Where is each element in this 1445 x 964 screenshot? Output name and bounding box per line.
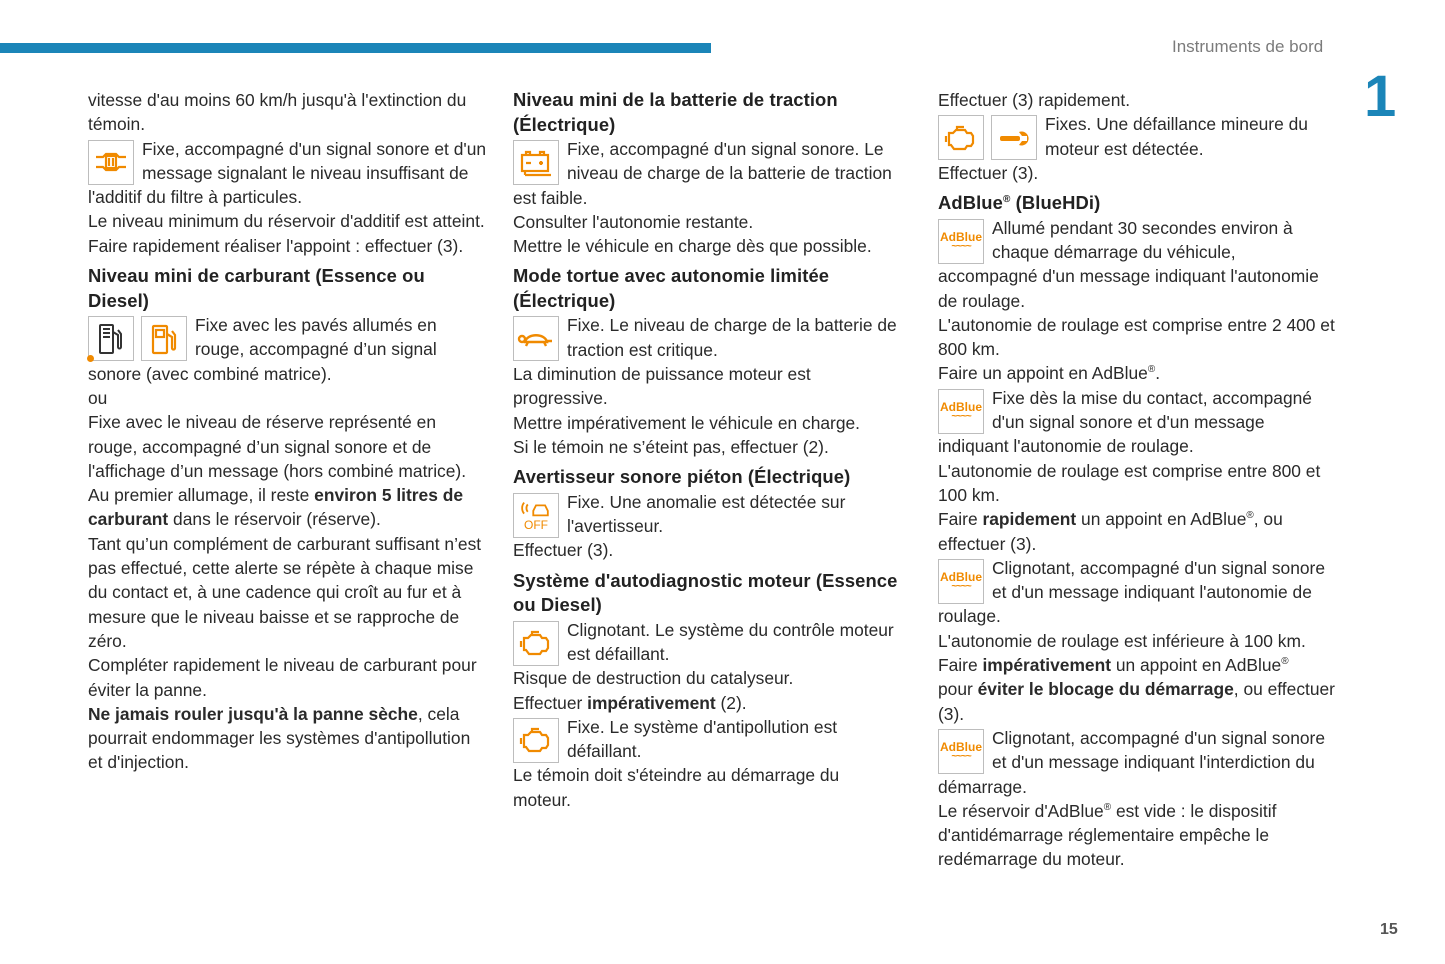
particle-filter-warning [88, 137, 488, 210]
paragraph: Le témoin doit s'éteindre au démarrage du moteur. [513, 765, 840, 810]
paragraph: Fixe. Le système d'antipollution est défaillant. [567, 716, 838, 762]
paragraph: Fixe dès la mise du contact, accompagné d'un signal sonore et d'un message indiquant l'autonomie de roulage. [938, 387, 1312, 457]
paragraph: Fixes. Une défaillance mineure du moteur est détectée. [1045, 114, 1308, 159]
column-3 [938, 88, 1338, 872]
paragraph: Clignotant, accompagné d'un signal sonore et d'un message indiquant l'autonomie de roulage. [938, 557, 1325, 627]
adblue-icon: AdBlue ~~~~ [938, 729, 984, 774]
paragraph: Faire impérativement un appoint en AdBlue® pour éviter le blocage du démarrage, ou effectuer (3). [938, 655, 1335, 724]
paragraph: Consulter l'autonomie restante. [513, 211, 754, 232]
wrench-icon [991, 115, 1037, 160]
pedestrian-horn-warning [513, 490, 898, 539]
paragraph: Effectuer (3) rapidement. [938, 90, 1131, 110]
paragraph: Faire rapidement réaliser l'appoint : effectuer (3). [88, 235, 464, 256]
obd-warning-steady [513, 715, 898, 764]
paragraph: Fixe, accompagné d'un signal sonore. Le niveau de charge de la batterie de traction est faible. [513, 139, 892, 208]
engine-check-icon [938, 115, 984, 160]
paragraph: Mettre le véhicule en charge dès que possible. [513, 236, 872, 257]
dot-indicator [87, 355, 94, 362]
engine-check-icon [513, 621, 559, 666]
paragraph: Compléter rapidement le niveau de carburant pour éviter la panne. [88, 655, 477, 700]
adblue-icon: AdBlue ~~~~ [938, 559, 984, 604]
paragraph: Le niveau minimum du réservoir d'additif est atteint. [88, 211, 485, 232]
obd-heading: Système d'autodiagnostic moteur (Essence ou Diesel) [513, 569, 898, 616]
paragraph: L'autonomie de roulage est comprise entre 2 400 et 800 km. [938, 314, 1335, 360]
adblue-warning-2 [938, 386, 1338, 459]
paragraph: Effectuer (3). [938, 162, 1039, 183]
chapter-number: 1 [1364, 64, 1397, 129]
adblue-heading: AdBlue® (BlueHDi) [938, 192, 1101, 214]
fuel-matrix-icon [88, 316, 134, 361]
fuel-warning [88, 313, 488, 386]
paragraph: Clignotant. Le système du contrôle moteur est défaillant. [567, 619, 894, 664]
paragraph: Mettre impérativement le véhicule en charge. [513, 412, 861, 433]
adblue-warning-4 [938, 726, 1338, 799]
paragraph: Fixe, accompagné d'un signal sonore et d'un message signalant le niveau insuffisant de l'additif du filtre à particules. [88, 138, 487, 208]
section-title: Instruments de bord [1172, 37, 1324, 56]
header-accent-bar [0, 43, 711, 53]
paragraph: Faire un appoint en AdBlue®. [938, 363, 1161, 384]
paragraph: ou [88, 387, 108, 408]
paragraph: Effectuer (3). [513, 540, 614, 561]
paragraph: Allumé pendant 30 secondes environ à chaque démarrage du véhicule, accompagné d'un message indiquant l'autonomie de roulage. [938, 217, 1319, 311]
fuel-pump-icon [141, 316, 187, 361]
turtle-mode-icon [513, 316, 559, 361]
battery-warning [513, 137, 898, 210]
column-2 [513, 88, 898, 812]
paragraph: L'autonomie de roulage est inférieure à 100 km. [938, 630, 1306, 651]
paragraph: Effectuer impérativement (2). [513, 692, 747, 713]
paragraph: Risque de destruction du catalyseur. [513, 668, 794, 689]
particle-filter-icon [88, 140, 134, 185]
paragraph: Fixe avec le niveau de réserve représenté en rouge, accompagné d’un signal sonore et de l'affichage d’un message (hors combiné matrice). [88, 412, 467, 481]
paragraph: Le réservoir d'AdBlue® est vide : le dispositif d'antidémarrage réglementaire empêche le redémarrage du moteur. [938, 800, 1277, 870]
column-1 [88, 88, 488, 775]
paragraph: vitesse d'au moins 60 km/h jusqu'à l'extinction du témoin. [88, 90, 467, 135]
off-label: OFF [524, 518, 548, 533]
adblue-icon: AdBlue ~~~~ [938, 389, 984, 434]
pedestrian-horn-off-icon [513, 493, 559, 538]
paragraph: L'autonomie de roulage est comprise entre 800 et 100 km. [938, 460, 1321, 505]
paragraph: Tant qu’un complément de carburant suffisant n’est pas effectué, cette alerte se répète à chaque mise du contact et, à une cadence qui croît au fur et à mesure que le niveau baisse et se rapproche de zéro. [88, 533, 482, 651]
paragraph: Ne jamais rouler jusqu'à la panne sèche, cela pourrait endommager les systèmes d'antipollution et d'injection. [88, 703, 471, 773]
paragraph: Au premier allumage, il reste environ 5 litres de carburant dans le réservoir (réserve). [88, 485, 464, 530]
turtle-heading: Mode tortue avec autonomie limitée (Électrique) [513, 265, 830, 311]
paragraph: Fixe avec les pavés allumés en rouge, accompagné d’un signal sonore (avec combiné matrice). [88, 315, 437, 384]
paragraph: Fixe. Une anomalie est détectée sur l'avertisseur. [567, 491, 846, 537]
paragraph: La diminution de puissance moteur est progressive. [513, 364, 811, 409]
adblue-warning-1 [938, 216, 1338, 313]
engine-check-icon [513, 718, 559, 763]
adblue-icon: AdBlue ~~~~ [938, 219, 984, 264]
fuel-heading: Niveau mini de carburant (Essence ou Diesel) [88, 265, 425, 311]
pedestrian-horn-heading: Avertisseur sonore piéton (Électrique) [513, 466, 851, 488]
paragraph: Si le témoin ne s’éteint pas, effectuer (2). [513, 436, 829, 457]
battery-heading: Niveau mini de la batterie de traction (Électrique) [513, 89, 838, 135]
adblue-warning-3 [938, 556, 1338, 629]
engine-minor-fault-warning [938, 112, 1338, 161]
page-number: 15 [1380, 921, 1398, 938]
traction-battery-icon [513, 140, 559, 185]
turtle-warning [513, 313, 898, 362]
paragraph: Clignotant, accompagné d'un signal sonore et d'un message indiquant l'interdiction du démarrage. [938, 727, 1325, 797]
paragraph: Faire rapidement un appoint en AdBlue®, ou effectuer (3). [938, 509, 1283, 554]
obd-warning-flashing [513, 618, 898, 667]
paragraph: Fixe. Le niveau de charge de la batterie de traction est critique. [567, 315, 897, 360]
